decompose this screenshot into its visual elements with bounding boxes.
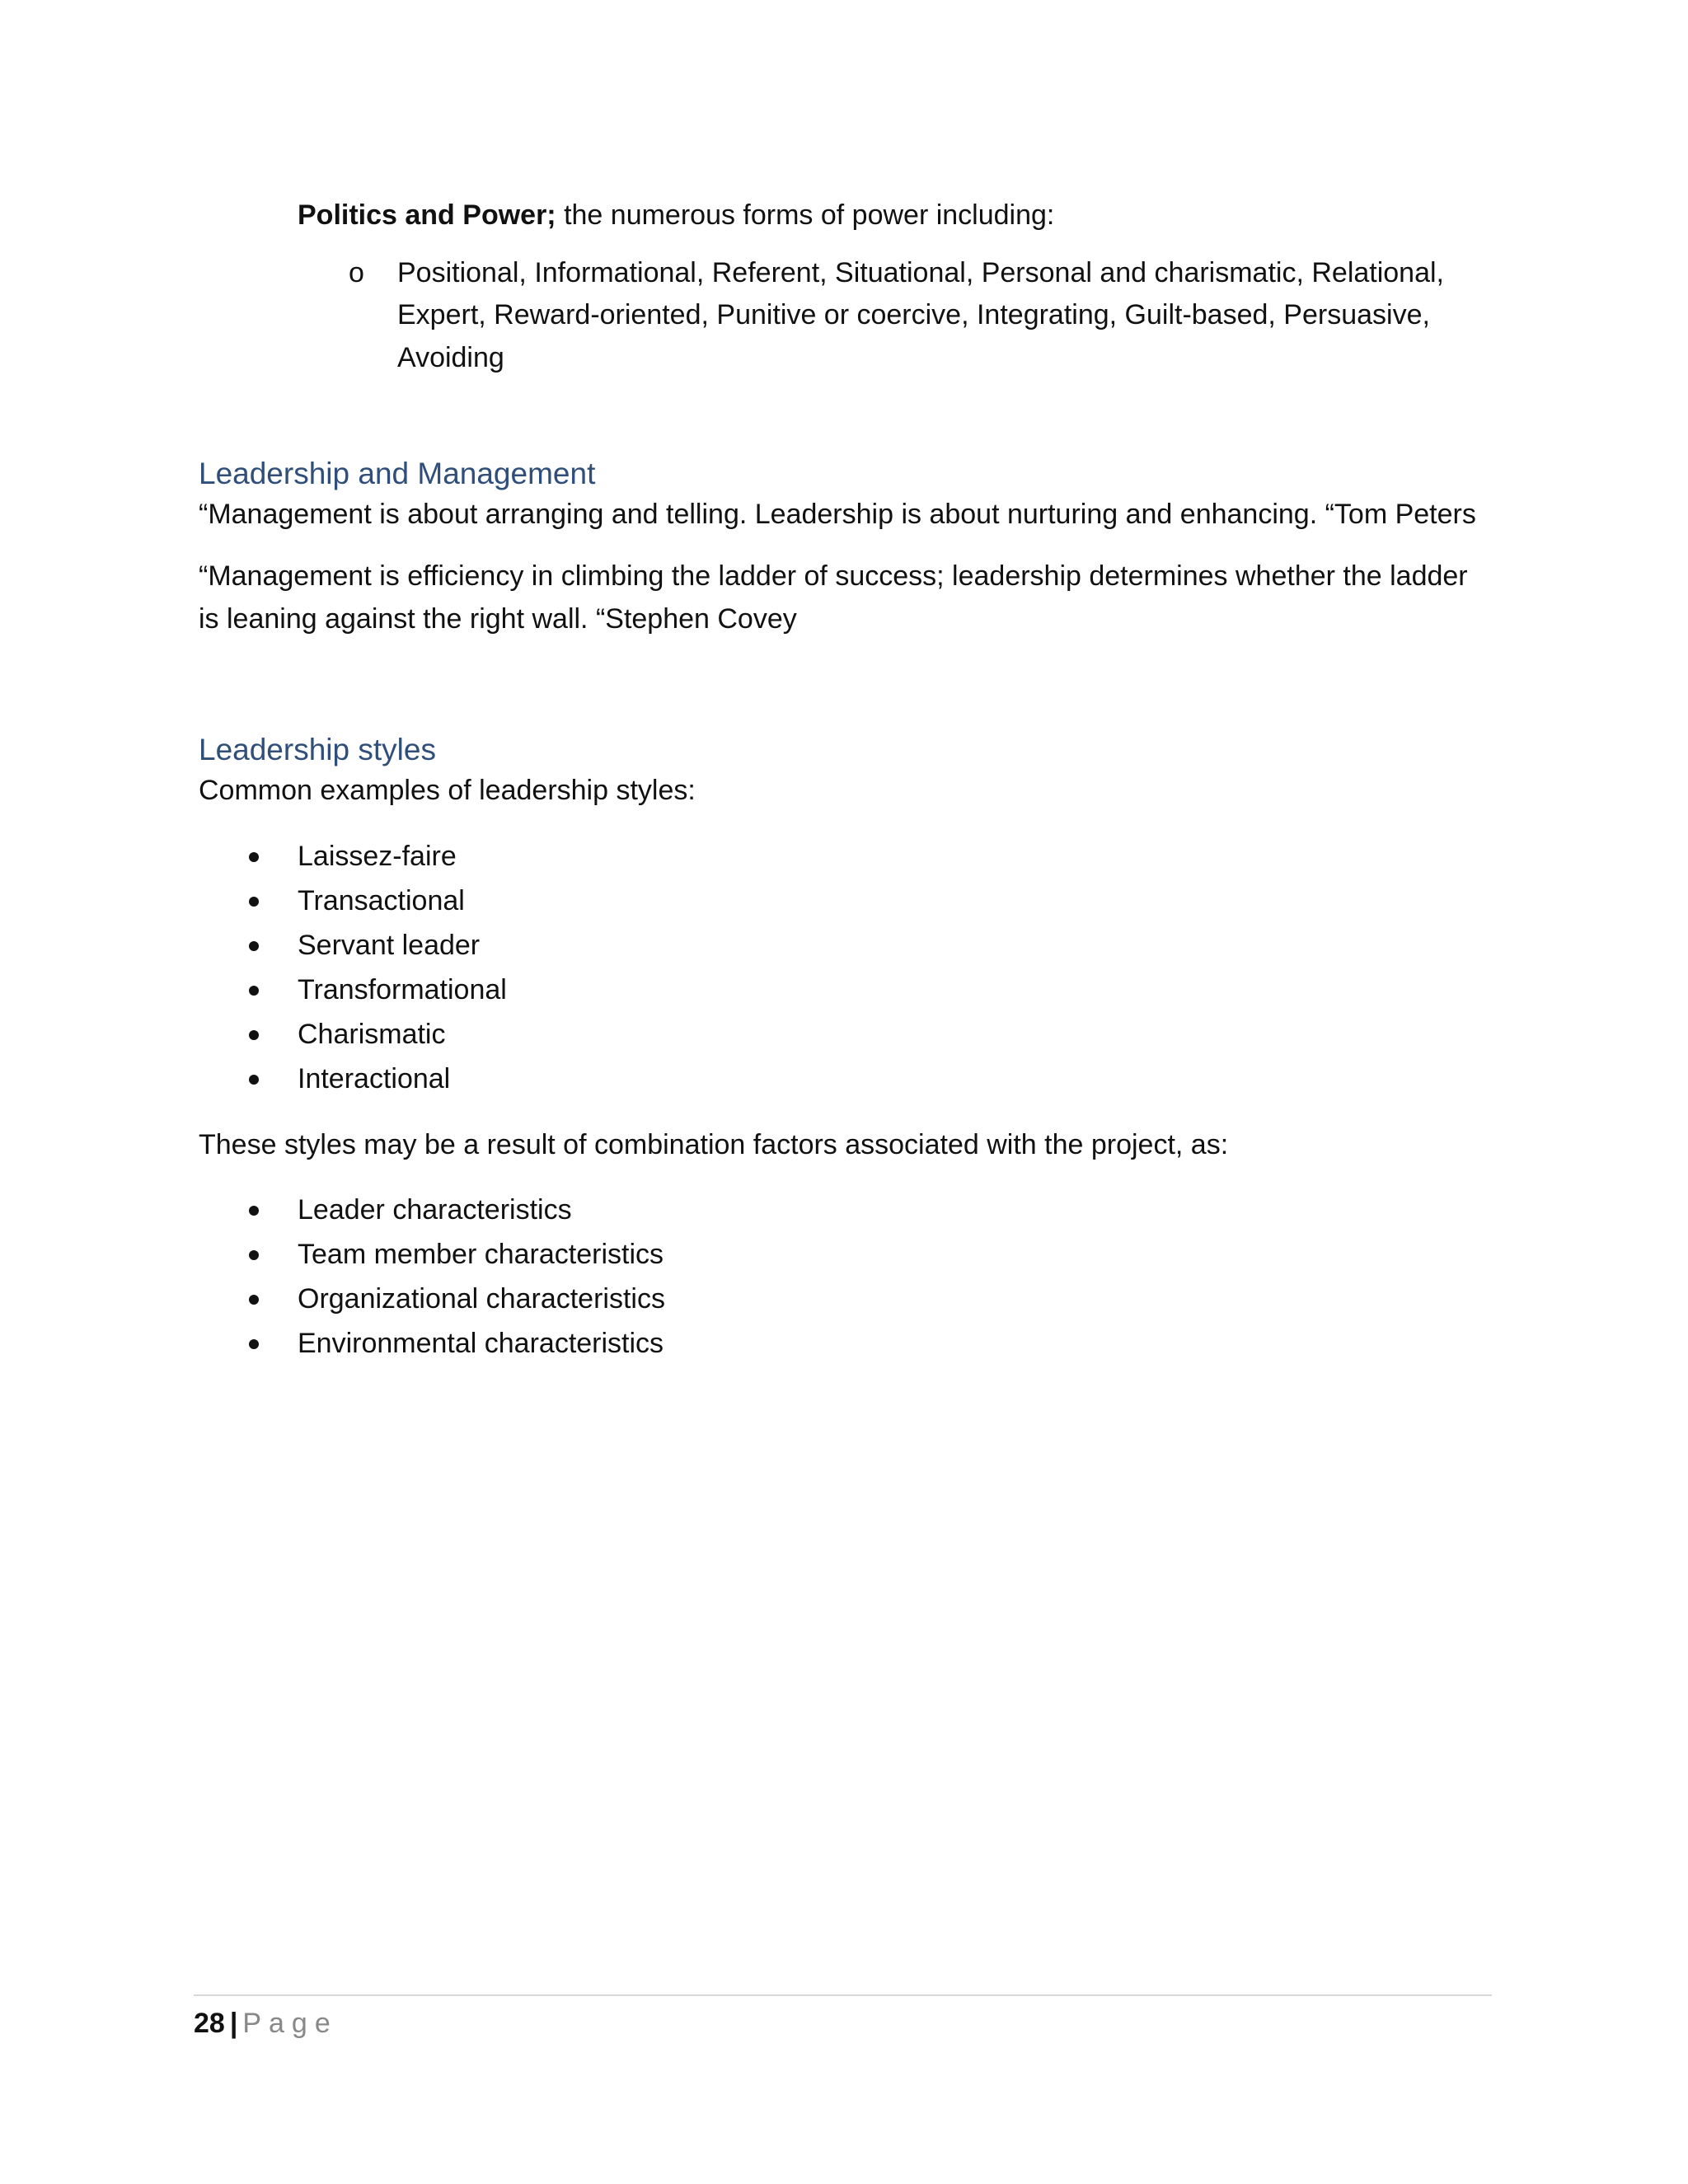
bullet-icon [249,1030,259,1040]
bullet-icon [249,941,259,951]
heading-leadership-styles: Leadership styles [199,732,436,766]
bullet-icon [249,1339,259,1349]
list-item [199,252,1493,380]
footer-separator: | [229,2008,238,2039]
styles-intro: Common examples of leadership styles: [199,774,696,806]
bullet-icon [249,1075,259,1085]
list-item-label: Team member characteristics [298,1239,664,1271]
quote-tom-peters: “Management is about arranging and telling. Leadership is about nurturing and enhancing. “Tom Peters [199,498,1476,530]
list-item-label: Environmental characteristics [298,1328,664,1360]
bullet-icon [249,852,259,862]
list-item-label: Interactional [298,1062,451,1094]
list-item-label: Transactional [298,884,465,916]
power-forms-list [199,252,1493,380]
bullet-icon [249,1206,259,1216]
list-item-label: Leader characteristics [298,1194,572,1226]
list-item [199,1321,1493,1366]
leadership-styles-list [199,834,1493,1101]
list-item-label: Charismatic [298,1018,446,1050]
list-item-label: Laissez-faire [298,840,457,872]
circle-bullet-icon: o [349,256,364,288]
page-number: 28 [194,2008,225,2039]
list-item [199,1277,1493,1321]
list-item [199,834,1493,879]
bullet-icon [249,1250,259,1260]
politics-bold-label: Politics and Power; [298,199,556,231]
factors-intro: These styles may be a result of combination factors associated with the project, as: [199,1128,1229,1160]
list-item-label: Transformational [298,973,507,1005]
page-footer [194,1994,1492,2040]
list-item [199,1232,1493,1277]
power-forms-text: Positional, Informational, Referent, Situational, Personal and charismatic, Relational, Expert, Reward-oriented, Punitive or coercive, Integrating, Guilt-based, Persuasive, Avoiding [397,256,1445,374]
list-item [199,1012,1493,1057]
page-content [199,194,1493,1366]
quote-stephen-covey: “Management is efficiency in climbing the ladder of success; leadership determines whether the ladder is leaning against the right wall. “Stephen Covey [199,560,1468,635]
list-item [199,1188,1493,1232]
bullet-icon [249,986,259,996]
list-item [199,1057,1493,1101]
list-item-label: Servant leader [298,929,481,961]
list-item [199,968,1493,1012]
list-item-label: Organizational characteristics [298,1283,665,1315]
factors-list [199,1188,1493,1366]
politics-paragraph [298,194,1493,237]
list-item [199,879,1493,923]
list-item [199,923,1493,968]
page-label: Page [242,2008,338,2039]
bullet-icon [249,1295,259,1305]
politics-text: the numerous forms of power including: [556,199,1055,231]
bullet-icon [249,897,259,907]
heading-leadership-management: Leadership and Management [199,456,596,490]
